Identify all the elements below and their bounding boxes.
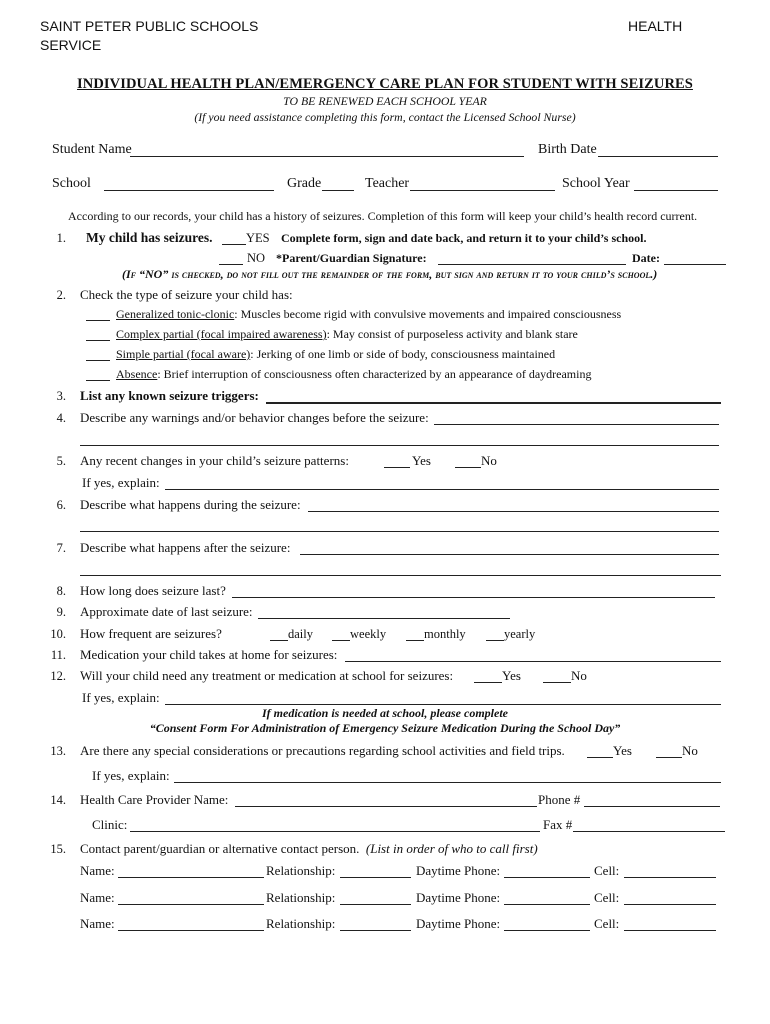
q14-fax-field[interactable]: [573, 817, 725, 832]
q2-option-3-name: Simple partial (focal aware): [116, 347, 251, 361]
school-label: School: [52, 176, 91, 191]
q2-option-1-name: Generalized tonic-clonic: [116, 307, 235, 321]
q2-option-2-name: Complex partial (focal impaired awareness): [116, 327, 327, 341]
q1-no-blank[interactable]: [219, 250, 243, 265]
birth-date-label: Birth Date: [538, 142, 597, 157]
q5-explain-label: If yes, explain:: [82, 475, 160, 490]
q5-label: Any recent changes in your child’s seizure patterns:: [80, 453, 349, 468]
q8-number: 8.: [56, 584, 66, 598]
q15-label: Contact parent/guardian or alternative contact person.: [80, 841, 360, 856]
q15-number: 15.: [50, 842, 66, 856]
q12-no-blank[interactable]: [543, 668, 571, 683]
q14-provider-field[interactable]: [235, 792, 537, 807]
q1-signature-field[interactable]: [438, 250, 626, 265]
contact-3-relationship-field[interactable]: [340, 916, 411, 931]
q12-number: 12.: [50, 669, 66, 683]
q1-no-label: NO: [247, 251, 266, 265]
contact-1-name-field[interactable]: [118, 863, 264, 878]
contact-2-name-label: Name:: [80, 890, 115, 905]
q8-field[interactable]: [232, 583, 715, 598]
q6-field[interactable]: [308, 497, 719, 512]
q5-explain-field[interactable]: [165, 475, 719, 490]
q2-option-3-blank[interactable]: [86, 346, 110, 361]
q5-no-blank[interactable]: [455, 453, 481, 468]
student-name-field[interactable]: [130, 142, 524, 157]
q13-explain-field[interactable]: [174, 768, 721, 783]
q12-explain-label: If yes, explain:: [82, 690, 160, 705]
q12-label: Will your child need any treatment or medication at school for seizures:: [80, 668, 454, 683]
q6-number: 6.: [56, 498, 66, 512]
q2-option-3: [116, 345, 555, 363]
q2-option-4-blank[interactable]: [86, 366, 110, 381]
q14-label: Health Care Provider Name:: [80, 792, 229, 807]
contact-2-cell-field[interactable]: [624, 890, 716, 905]
intro-text: According to our records, your child has a history of seizures. Completion of this form will keep your child’s health record current.: [68, 209, 698, 223]
q10-label: How frequent are seizures?: [80, 626, 222, 641]
q13-yes-label: Yes: [613, 743, 632, 758]
q10-weekly-blank[interactable]: [332, 626, 350, 641]
org-name-line1: SAINT PETER PUBLIC SCHOOLS: [40, 18, 259, 34]
contact-3-cell-field[interactable]: [624, 916, 716, 931]
q2-option-4-desc: : Brief interruption of consciousness often characterized by an appearance of daydreaming: [157, 367, 592, 381]
q4-number: 4.: [56, 411, 66, 425]
contact-2-name-field[interactable]: [118, 890, 264, 905]
q13-number: 13.: [50, 744, 66, 758]
q7-field-line2[interactable]: [80, 561, 721, 576]
q14-phone-label: Phone #: [538, 792, 581, 807]
q12-note-line1: If medication is needed at school, please complete: [262, 706, 508, 720]
teacher-field[interactable]: [410, 176, 555, 191]
assistance-subtitle: (If you need assistance completing this form, contact the Licensed School Nurse): [194, 110, 576, 124]
contact-2-cell-label: Cell:: [594, 890, 620, 905]
q1-label: My child has seizures.: [86, 230, 213, 245]
q1-yes-instruction: Complete form, sign and date back, and return it to your child’s school.: [281, 231, 647, 245]
q1-no-note: (If “NO” is checked, do not fill out the remainder of the form, but sign and return it to your child’s school.): [122, 267, 658, 281]
contact-3-cell-label: Cell:: [594, 916, 620, 931]
q12-yes-label: Yes: [502, 668, 521, 683]
q10-yearly-blank[interactable]: [486, 626, 504, 641]
q2-option-1-desc: : Muscles become rigid with convulsive movements and impaired consciousness: [234, 307, 622, 321]
q2-option-2: [116, 325, 578, 343]
q3-number: 3.: [56, 389, 66, 403]
contact-1-relationship-field[interactable]: [340, 863, 411, 878]
contact-3-relationship-label: Relationship:: [266, 916, 336, 931]
q2-number: 2.: [56, 288, 66, 302]
contact-3-day-phone-field[interactable]: [504, 916, 590, 931]
q12-no-label: No: [571, 668, 587, 683]
q10-weekly-label: weekly: [350, 627, 387, 641]
q9-number: 9.: [56, 605, 66, 619]
contact-1-relationship-label: Relationship:: [266, 863, 336, 878]
contact-2-day-phone-label: Daytime Phone:: [416, 890, 501, 905]
q2-option-2-desc: : May consist of purposeless activity and blank stare: [326, 327, 578, 341]
q2-label: Check the type of seizure your child has:: [80, 287, 293, 302]
school-year-field[interactable]: [634, 176, 718, 191]
contact-3-name-field[interactable]: [118, 916, 264, 931]
q14-clinic-field[interactable]: [130, 817, 540, 832]
q14-phone-field[interactable]: [584, 792, 720, 807]
q1-yes-label: YES: [246, 231, 270, 245]
q15-label-note: (List in order of who to call first): [365, 841, 538, 856]
q13-no-blank[interactable]: [656, 743, 682, 758]
contact-1-name-label: Name:: [80, 863, 115, 878]
student-name-label: Student Name: [52, 142, 132, 157]
q3-field[interactable]: [266, 388, 721, 404]
q1-date-field[interactable]: [664, 250, 726, 265]
q7-number: 7.: [56, 541, 66, 555]
contact-1-cell-field[interactable]: [624, 863, 716, 878]
q10-monthly-label: monthly: [424, 627, 466, 641]
q1-yes-blank[interactable]: [222, 230, 246, 245]
form-title: INDIVIDUAL HEALTH PLAN/EMERGENCY CARE PLAN FOR STUDENT WITH SEIZURES: [77, 76, 693, 92]
q6-field-line2[interactable]: [80, 517, 719, 532]
q4-field-line2[interactable]: [80, 431, 719, 446]
q2-option-4: [116, 365, 591, 383]
q1-date-label: Date:: [632, 251, 660, 265]
q10-daily-label: daily: [288, 627, 313, 641]
contact-2-day-phone-field[interactable]: [504, 890, 590, 905]
teacher-label: Teacher: [365, 176, 410, 191]
q4-label: Describe any warnings and/or behavior changes before the seizure:: [80, 410, 429, 425]
q2-option-2-blank[interactable]: [86, 326, 110, 341]
contact-1-day-phone-label: Daytime Phone:: [416, 863, 501, 878]
q15-label-row: [80, 840, 538, 858]
q3-label: List any known seizure triggers:: [80, 388, 259, 403]
contact-2-relationship-field[interactable]: [340, 890, 411, 905]
q6-label: Describe what happens during the seizure:: [80, 497, 301, 512]
q4-field[interactable]: [434, 410, 719, 425]
q2-option-1-blank[interactable]: [86, 306, 110, 321]
q1-number: 1.: [56, 231, 66, 245]
org-name-line2: SERVICE: [40, 37, 102, 53]
contact-3-name-label: Name:: [80, 916, 115, 931]
q1-signature-label: *Parent/Guardian Signature:: [276, 251, 427, 265]
grade-field[interactable]: [322, 176, 354, 191]
q11-number: 11.: [50, 648, 66, 662]
q2-option-1: [116, 305, 621, 323]
contact-1-day-phone-field[interactable]: [504, 863, 590, 878]
q14-clinic-label: Clinic:: [92, 817, 128, 832]
q5-no-label: No: [481, 453, 497, 468]
q9-label: Approximate date of last seizure:: [80, 604, 253, 619]
contact-2-relationship-label: Relationship:: [266, 890, 336, 905]
q12-note-line2: “Consent Form For Administration of Emergency Seizure Medication During the School Day”: [149, 721, 621, 735]
birth-date-field[interactable]: [598, 142, 718, 157]
renew-subtitle: TO BE RENEWED EACH SCHOOL YEAR: [283, 94, 487, 108]
q10-monthly-blank[interactable]: [406, 626, 424, 641]
q5-yes-blank[interactable]: [384, 453, 410, 468]
q10-yearly-label: yearly: [504, 627, 536, 641]
q12-explain-field[interactable]: [165, 690, 721, 705]
q12-yes-blank[interactable]: [474, 668, 502, 683]
health-label: HEALTH: [628, 18, 683, 34]
q2-option-4-name: Absence: [116, 367, 158, 381]
q2-option-3-desc: : Jerking of one limb or side of body, consciousness maintained: [250, 347, 556, 361]
q7-label: Describe what happens after the seizure:: [80, 540, 291, 555]
contact-3-day-phone-label: Daytime Phone:: [416, 916, 501, 931]
q14-fax-label: Fax #: [543, 817, 573, 832]
q9-field[interactable]: [258, 604, 510, 619]
q13-label: Are there any special considerations or precautions regarding school activities and field trips.: [80, 743, 565, 758]
q11-label: Medication your child takes at home for seizures:: [80, 647, 338, 662]
school-year-label: School Year: [562, 176, 630, 191]
q13-explain-label: If yes, explain:: [92, 768, 170, 783]
q13-yes-blank[interactable]: [587, 743, 613, 758]
q8-label: How long does seizure last?: [80, 583, 226, 598]
q11-field[interactable]: [345, 647, 721, 662]
school-field[interactable]: [104, 176, 274, 191]
q10-daily-blank[interactable]: [270, 626, 288, 641]
q10-number: 10.: [50, 627, 66, 641]
contact-1-cell-label: Cell:: [594, 863, 620, 878]
q7-field[interactable]: [300, 540, 719, 555]
q5-number: 5.: [56, 454, 66, 468]
q14-number: 14.: [50, 793, 66, 807]
grade-label: Grade: [287, 176, 322, 191]
q5-yes-label: Yes: [412, 453, 431, 468]
q13-no-label: No: [682, 743, 698, 758]
